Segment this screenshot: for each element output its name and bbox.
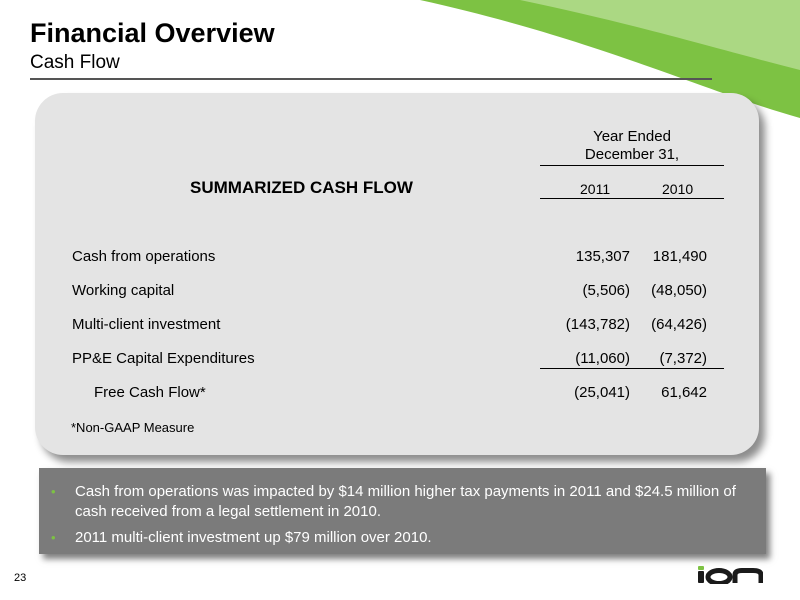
ion-logo-icon — [697, 566, 763, 584]
year-ended-header — [540, 128, 724, 166]
value-2010: 61,642 — [661, 384, 707, 401]
value-2011: (143,782) — [565, 316, 630, 333]
row-label: Multi-client investment — [72, 316, 221, 333]
bullet-item — [51, 528, 751, 548]
bullet-dot-icon: • — [51, 484, 56, 499]
section-title: SUMMARIZED CASH FLOW — [190, 178, 413, 197]
value-2010: (64,426) — [651, 316, 707, 333]
value-2010: (7,372) — [659, 350, 707, 367]
header-line-2: December 31, — [584, 146, 680, 163]
table-row-total — [0, 384, 800, 404]
value-2010: 181,490 — [652, 248, 707, 265]
table-row — [0, 248, 800, 268]
table-row — [0, 316, 800, 336]
subtotal-underline — [540, 368, 724, 369]
bullet-text: Cash from operations was impacted by $14 million higher tax payments in 2011 and $24.5 million of cash received from a legal settlement in 2010. — [75, 483, 736, 520]
table-row — [0, 282, 800, 302]
row-label: Free Cash Flow* — [94, 384, 206, 401]
value-2010: (48,050) — [651, 282, 707, 299]
year-2011-header: 2011 — [580, 181, 611, 197]
page-number: 23 — [14, 572, 27, 584]
footnote: *Non-GAAP Measure — [71, 420, 195, 435]
value-2011: (11,060) — [575, 350, 630, 367]
row-label: Cash from operations — [72, 248, 216, 265]
bullet-item — [51, 482, 751, 522]
slide-title: Financial Overview — [30, 18, 275, 48]
table-row — [0, 350, 800, 370]
bullet-box — [39, 468, 766, 554]
year-columns-header — [540, 181, 724, 199]
value-2011: (5,506) — [582, 282, 630, 299]
bullet-dot-icon: • — [51, 530, 56, 545]
title-divider — [30, 78, 712, 80]
value-2011: 135,307 — [575, 248, 630, 265]
year-2010-header: 2010 — [662, 181, 694, 197]
slide-subtitle: Cash Flow — [30, 52, 120, 73]
header-line-1: Year Ended — [593, 128, 671, 145]
value-2011: (25,041) — [574, 384, 630, 401]
row-label: Working capital — [72, 282, 175, 299]
bullet-text: 2011 multi-client investment up $79 million over 2010. — [75, 529, 432, 546]
row-label: PP&E Capital Expenditures — [72, 350, 255, 367]
